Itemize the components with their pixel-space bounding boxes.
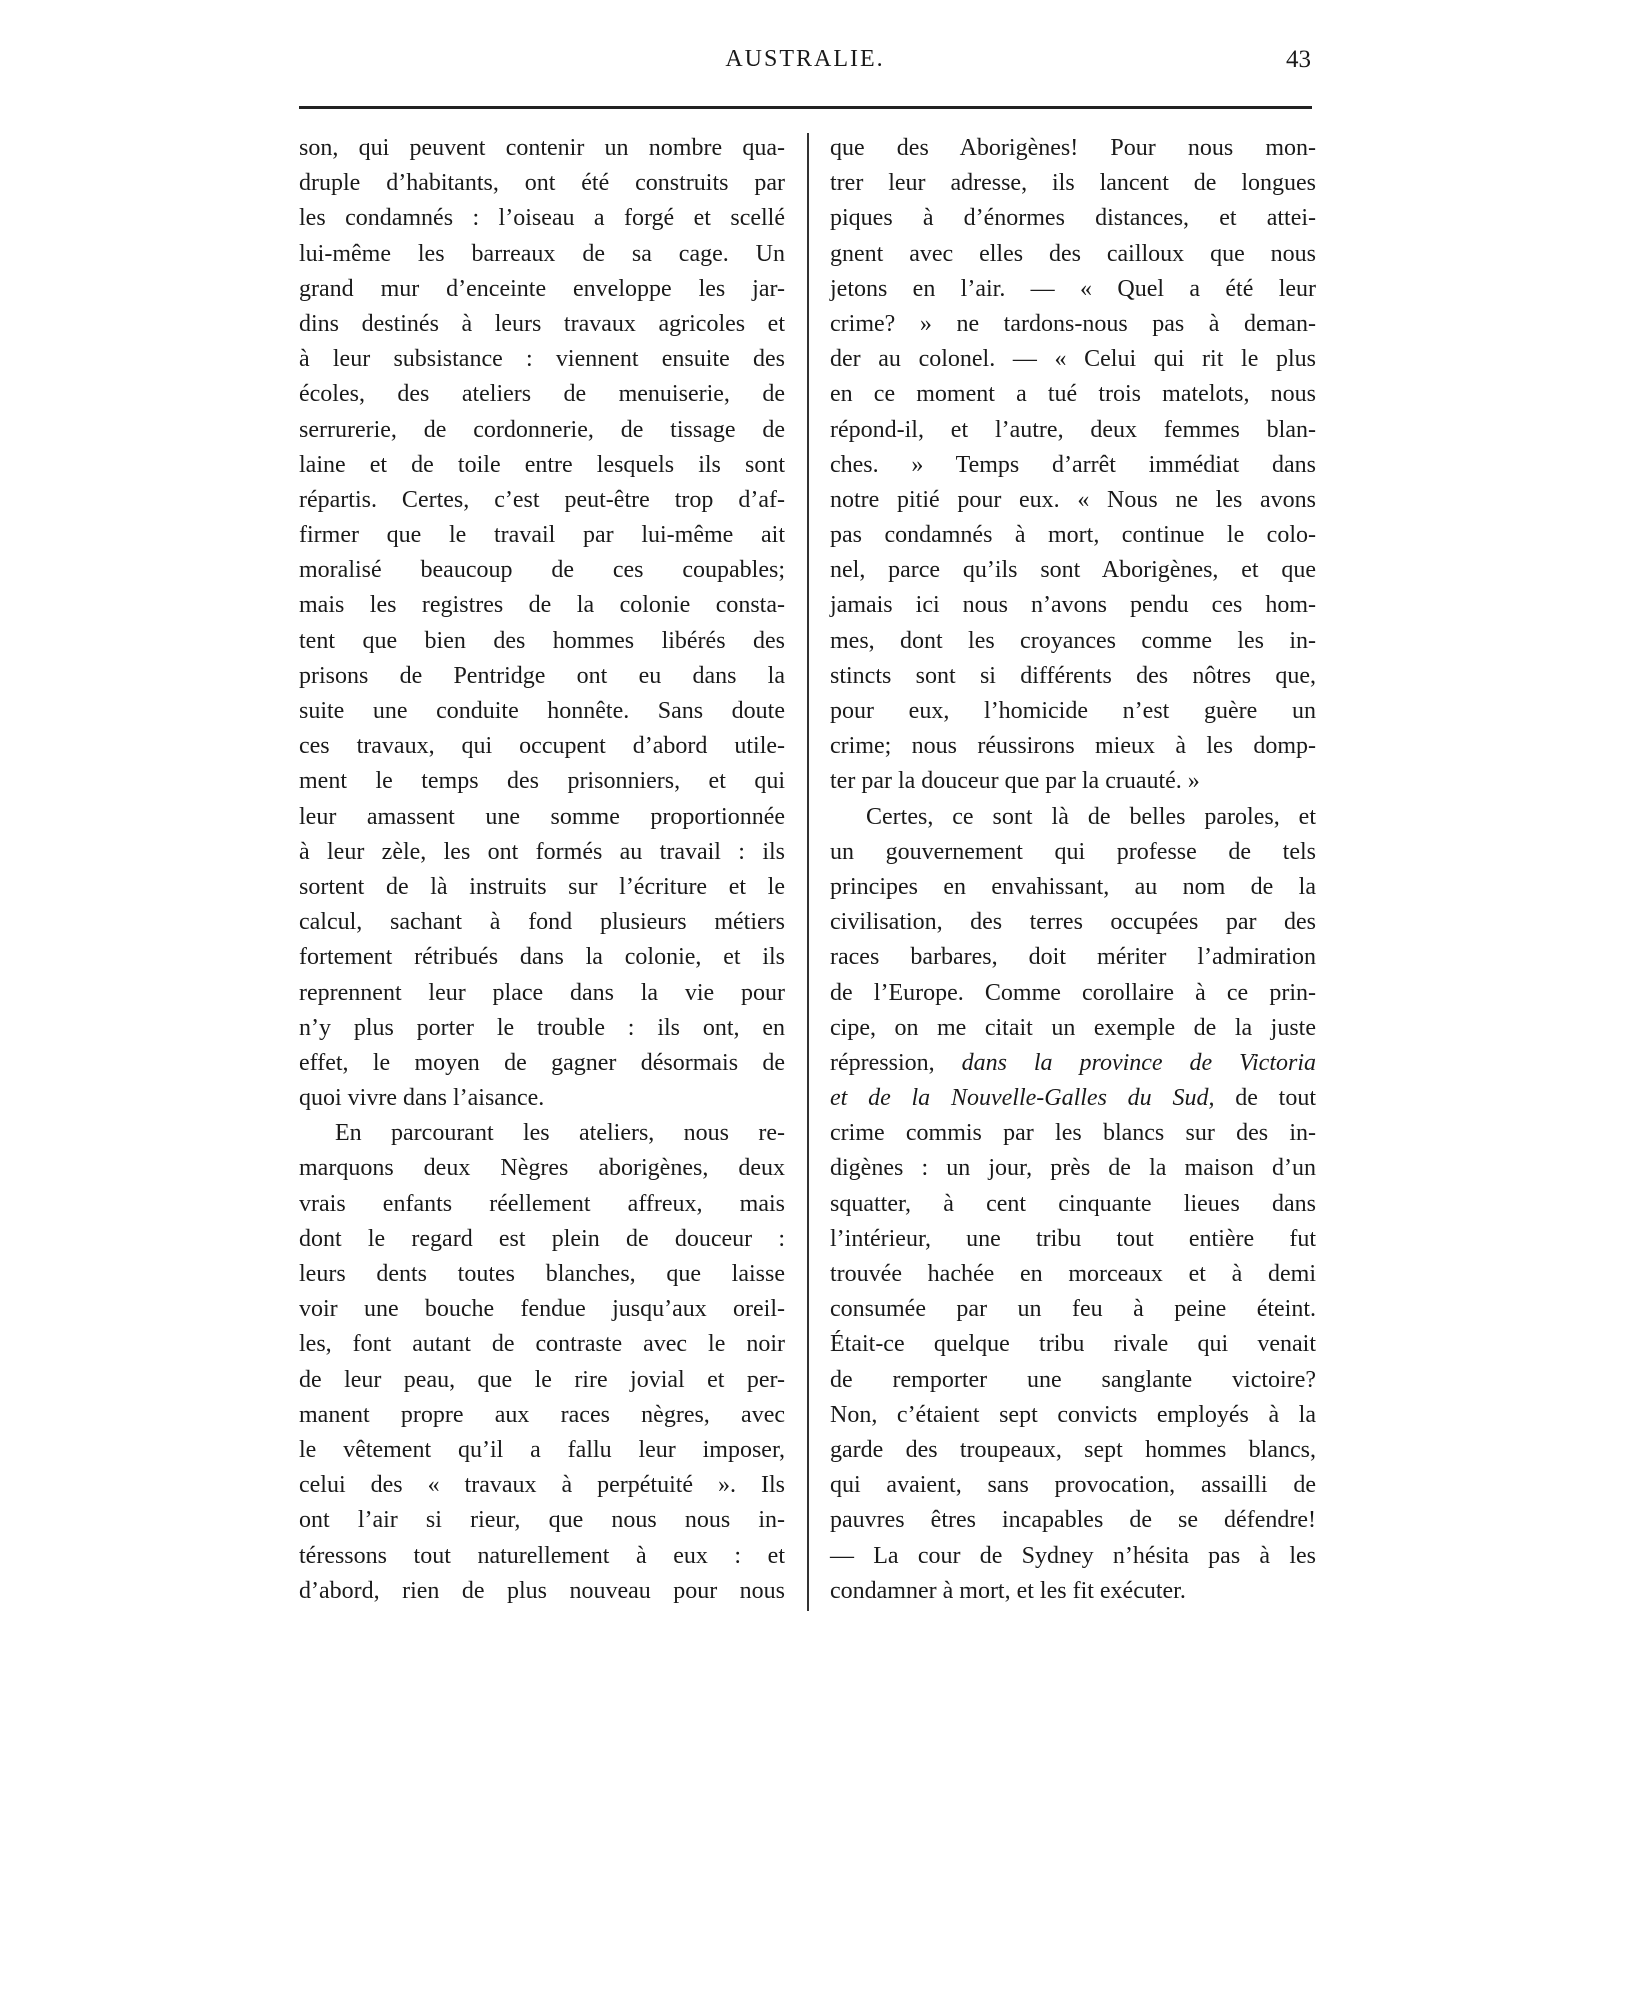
text-line: son, qui peuvent contenir un nombre qua- <box>299 135 785 161</box>
text-line: Certes, ce sont là de belles paroles, et <box>866 803 1316 830</box>
left-column <box>299 131 785 1609</box>
text-line: crime; nous réussirons mieux à les domp- <box>830 733 1316 760</box>
text-line: ches. » Temps d’arrêt immédiat dans <box>830 451 1316 478</box>
italic-text: et de la Nouvelle-Galles du Sud, <box>830 1085 1215 1112</box>
text-line: de l’Europe. Comme corollaire à ce prin- <box>830 979 1316 1006</box>
text-line: Était-ce quelque tribu rivale qui venait <box>830 1331 1316 1358</box>
text-line <box>830 1046 1316 1081</box>
text-line: ces travaux, qui occupent d’abord utile- <box>299 733 785 760</box>
text-segment: de tout <box>1214 1085 1317 1112</box>
italic-text: dans la province de Victoria <box>961 1049 1317 1076</box>
text-line: moralisé beaucoup de ces coupables; <box>299 557 785 584</box>
text-line: les condamnés : l’oiseau a forgé et scellé <box>299 205 785 232</box>
text-line: le vêtement qu’il a fallu leur imposer, <box>299 1436 785 1463</box>
text-line: civilisation, des terres occupées par des <box>830 909 1316 936</box>
text-line: Non, c’étaient sept convicts employés à la <box>830 1401 1316 1428</box>
text-line <box>830 1081 1316 1116</box>
text-line: garde des troupeaux, sept hommes blancs, <box>830 1436 1316 1463</box>
header-rule <box>299 106 1312 109</box>
text-line: mes, dont les croyances comme les in- <box>830 627 1316 654</box>
text-line: lui-même les barreaux de sa cage. Un <box>299 240 785 267</box>
text-line: ment le temps des prisonniers, et qui <box>299 768 785 795</box>
text-line: à leur zèle, les ont formés au travail : ils <box>299 838 785 865</box>
text-line: — La cour de Sydney n’hésita pas à les <box>830 1542 1316 1569</box>
column-divider <box>807 133 809 1611</box>
text-line: un gouvernement qui professe de tels <box>830 838 1316 865</box>
text-line: principes en envahissant, au nom de la <box>830 873 1316 900</box>
text-line: nel, parce qu’ils sont Aborigènes, et que <box>830 557 1316 584</box>
text-line: effet, le moyen de gagner désormais de <box>299 1049 785 1076</box>
text-line: cipe, on me citait un exemple de la juste <box>830 1014 1316 1041</box>
text-line: races barbares, doit mériter l’admiration <box>830 944 1316 971</box>
text-line: trer leur adresse, ils lancent de longues <box>830 170 1316 197</box>
text-line: reprennent leur place dans la vie pour <box>299 979 785 1006</box>
text-line: téressons tout naturellement à eux : et <box>299 1542 785 1569</box>
text-line: marquons deux Nègres aborigènes, deux <box>299 1155 785 1182</box>
text-line: calcul, sachant à fond plusieurs métiers <box>299 909 785 936</box>
text-line: les, font autant de contraste avec le noir <box>299 1331 785 1358</box>
text-line: ont l’air si rieur, que nous nous in- <box>299 1507 785 1534</box>
text-line: l’intérieur, une tribu tout entière fut <box>830 1225 1316 1252</box>
text-line: notre pitié pour eux. « Nous ne les avons <box>830 486 1316 513</box>
text-line: n’y plus porter le trouble : ils ont, en <box>299 1014 785 1041</box>
text-line: suite une conduite honnête. Sans doute <box>299 698 785 724</box>
text-line: jamais ici nous n’avons pendu ces hom- <box>830 592 1316 619</box>
text-line: manent propre aux races nègres, avec <box>299 1401 785 1428</box>
text-line: pauvres êtres incapables de se défendre! <box>830 1507 1316 1534</box>
text-segment: répression, <box>830 1049 962 1076</box>
text-line: ter par la douceur que par la cruauté. » <box>830 768 1200 795</box>
text-line: squatter, à cent cinquante lieues dans <box>830 1190 1316 1217</box>
text-line: quoi vivre dans l’aisance. <box>299 1085 545 1112</box>
text-line: grand mur d’enceinte enveloppe les jar- <box>299 275 785 302</box>
right-column <box>830 131 1316 1609</box>
text-line: vrais enfants réellement affreux, mais <box>299 1190 785 1217</box>
text-line: pas condamnés à mort, continue le colo- <box>830 522 1316 549</box>
text-line: répartis. Certes, c’est peut-être trop d’af- <box>299 486 785 513</box>
text-line: sortent de là instruits sur l’écriture et le <box>299 873 785 900</box>
text-line: à leur subsistance : viennent ensuite des <box>299 346 785 373</box>
text-line: condamner à mort, et les fit exécuter. <box>830 1577 1186 1604</box>
text-line: dins destinés à leurs travaux agricoles et <box>299 310 785 337</box>
text-line: consumée par un feu à peine éteint. <box>830 1296 1316 1323</box>
text-line: leurs dents toutes blanches, que laisse <box>299 1261 785 1287</box>
text-line: de leur peau, que le rire jovial et per- <box>299 1366 785 1393</box>
text-line: druple d’habitants, ont été construits par <box>299 170 785 197</box>
page-number: 43 <box>1286 46 1311 73</box>
text-line: prisons de Pentridge ont eu dans la <box>299 662 785 689</box>
text-line: der au colonel. — « Celui qui rit le plus <box>830 346 1316 373</box>
text-line: firmer que le travail par lui-même ait <box>299 522 785 549</box>
text-line: pour eux, l’homicide n’est guère un <box>830 698 1316 724</box>
text-line: digènes : un jour, près de la maison d’un <box>830 1155 1316 1182</box>
text-line: laine et de toile entre lesquels ils sont <box>299 451 785 478</box>
text-line: de remporter une sanglante victoire? <box>830 1366 1316 1393</box>
text-line: serrurerie, de cordonnerie, de tissage de <box>299 416 785 443</box>
text-line: dont le regard est plein de douceur : <box>299 1225 785 1252</box>
text-line: celui des « travaux à perpétuité ». Ils <box>299 1472 785 1499</box>
text-line: en ce moment a tué trois matelots, nous <box>830 381 1316 408</box>
text-line: répond-il, et l’autre, deux femmes blan- <box>830 416 1316 443</box>
text-line: En parcourant les ateliers, nous re- <box>335 1120 785 1147</box>
text-line: stincts sont si différents des nôtres que, <box>830 662 1316 689</box>
text-line: jetons en l’air. — « Quel a été leur <box>830 275 1316 302</box>
text-line: crime commis par les blancs sur des in- <box>830 1120 1316 1147</box>
text-line: leur amassent une somme proportionnée <box>299 803 785 830</box>
text-line: écoles, des ateliers de menuiserie, de <box>299 381 785 408</box>
text-line: d’abord, rien de plus nouveau pour nous <box>299 1577 785 1604</box>
text-line: trouvée hachée en morceaux et à demi <box>830 1261 1316 1287</box>
text-line: gnent avec elles des cailloux que nous <box>830 240 1316 267</box>
running-head <box>299 46 1311 80</box>
text-line: fortement rétribués dans la colonie, et ils <box>299 944 785 971</box>
text-line: qui avaient, sans provocation, assailli de <box>830 1472 1316 1499</box>
text-line: que des Aborigènes! Pour nous mon- <box>830 135 1316 161</box>
text-line: mais les registres de la colonie consta- <box>299 592 785 619</box>
text-line: piques à d’énormes distances, et attei- <box>830 205 1316 232</box>
text-line: tent que bien des hommes libérés des <box>299 627 785 654</box>
running-head-title: AUSTRALIE. <box>725 46 885 72</box>
text-line: voir une bouche fendue jusqu’aux oreil- <box>299 1296 785 1323</box>
text-line: crime? » ne tardons-nous pas à deman- <box>830 310 1316 337</box>
